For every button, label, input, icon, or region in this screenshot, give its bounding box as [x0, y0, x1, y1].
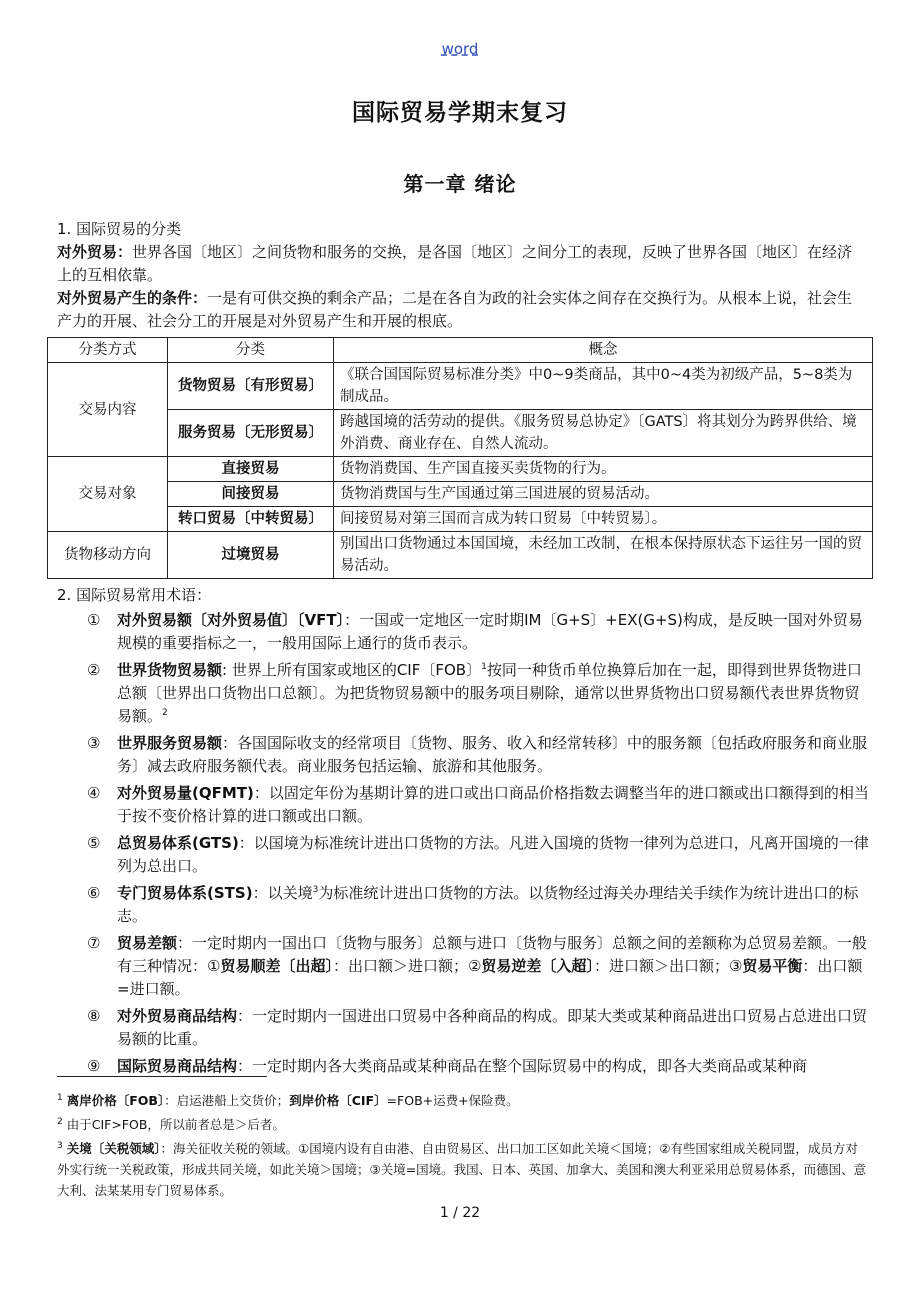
table-category-cell: 交易内容	[48, 363, 168, 457]
footnote-term: 到岸价格〔CIF〕	[289, 1093, 387, 1108]
list-item	[57, 609, 869, 655]
list-item-text: ：以固定年份为基期计算的进口或出口商品价格指数去调整当年的进口额或出口额得到的相当于按不变价格计算的进口额或出口额。	[117, 784, 869, 825]
list-item-term: 专门贸易体系(STS)	[117, 884, 253, 902]
list-item-term: 对外贸易额〔对外贸易值〕〔VFT〕	[117, 611, 345, 629]
list-item-text: ：一国或一定地区一定时期IM〔G+S〕+EX(G+S)构成，是反映一国对外贸易规模的重要指标之一，一般用国际上通行的货币表示。	[117, 611, 863, 652]
table-category-cell: 交易对象	[48, 457, 168, 532]
chapter-title: 第一章 绪论	[403, 172, 517, 196]
list-item-number: ①	[87, 611, 101, 629]
footnotes	[57, 1090, 869, 1204]
table-row	[48, 363, 873, 410]
footnote-term: 离岸价格〔FOB〕	[66, 1093, 165, 1108]
table-row	[48, 507, 873, 532]
table-subcategory-cell: 直接贸易	[168, 457, 334, 482]
table-description-cell: 间接贸易对第三国而言成为转口贸易〔中转贸易〕。	[334, 507, 873, 532]
table-description-cell: 别国出口货物通过本国国境，未经加工改制，在根本保持原状态下运往另一国的贸易活动。	[334, 532, 873, 579]
table-header-cell: 概念	[334, 338, 873, 363]
document-title: 国际贸易学期末复习	[352, 100, 568, 126]
list-item-number: ④	[87, 784, 101, 802]
footnote-text: ：启运港船上交货价；	[164, 1093, 290, 1108]
list-item-number: ②	[87, 661, 101, 679]
term-trade-conditions: 对外贸易产生的条件：	[57, 289, 208, 307]
table-row	[48, 482, 873, 507]
list-item-term: 国际贸易商品结构	[117, 1057, 238, 1075]
footnote-ref[interactable]: 2	[162, 708, 168, 718]
list-item	[57, 659, 869, 728]
list-item-text: : 世界上所有国家或地区的CIF〔FOB〕	[222, 661, 482, 679]
footnote-ref[interactable]: 3	[312, 885, 319, 895]
list-item-text: ：出口额=进口额。	[117, 957, 863, 998]
section-2-heading: 2. 国际贸易常用术语：	[57, 586, 212, 604]
classification-table	[47, 337, 873, 579]
footnote	[57, 1114, 869, 1135]
list-item	[57, 932, 869, 1001]
list-item	[57, 882, 869, 928]
table-header-row	[48, 338, 873, 363]
list-item-term: 总贸易体系(GTS)	[117, 834, 239, 852]
list-item-term: 世界货物贸易额	[117, 661, 223, 679]
table-category-cell: 货物移动方向	[48, 532, 168, 579]
list-item-term: 贸易差额	[117, 934, 178, 952]
list-item-text: ：进口额＞出口额；③	[593, 957, 743, 975]
footnote	[57, 1138, 869, 1201]
list-item-text: ：一定时期内一国出口〔货物与服务〕总额与进口〔货物与服务〕总额之间的差额称为总贸易差额。一般有三种情况：①	[117, 934, 868, 975]
list-item-text: ：一定时期内各大类商品或某种商品在整个国际贸易中的构成，即各大类商品或某种商	[237, 1057, 808, 1075]
table-subcategory-cell: 货物贸易〔有形贸易〕	[168, 363, 334, 410]
list-item-number: ③	[87, 734, 101, 752]
table-row	[48, 457, 873, 482]
list-item-text: ：一定时期内一国进出口贸易中各种商品的构成。即某大类或某种商品进出口贸易占总进出口贸易额的比重。	[117, 1007, 868, 1048]
page-number: 1 / 22	[439, 1205, 481, 1221]
list-item-term: 贸易逆差〔入超〕	[481, 957, 594, 975]
footnote-term: 关境〔关税领域〕	[66, 1141, 161, 1156]
paragraph-trade-conditions	[57, 287, 865, 333]
paragraph-foreign-trade	[57, 241, 865, 287]
terms-list	[57, 584, 869, 1082]
term-foreign-trade: 对外贸易：	[57, 243, 133, 261]
table-header-cell: 分类方式	[48, 338, 168, 363]
list-item-text: ：出口额＞进口额；②	[332, 957, 482, 975]
list-item-term: 对外贸易商品结构	[117, 1007, 238, 1025]
definition-foreign-trade: 世界各国〔地区〕之间货物和服务的交换，是各国〔地区〕之间分工的表现，反映了世界各国〔地区〕在经济上的互相依靠。	[57, 243, 853, 284]
list-item	[57, 1055, 869, 1078]
list-item-text: 按同一种货币单位换算后加在一起，即得到世界货物进口总额〔世界出口货物出口总额〕。为把货物贸易额中的服务项目剔除，通常以世界货物出口贸易额代表世界货物贸易额。	[117, 661, 862, 725]
footnote-number: 2	[57, 1116, 63, 1127]
list-item-term: 对外贸易量(QFMT)	[117, 784, 254, 802]
section-1-block	[57, 218, 865, 333]
table-header-cell: 分类	[168, 338, 334, 363]
table-subcategory-cell: 服务贸易〔无形贸易〕	[168, 410, 334, 457]
footnote-text: 由于CIF>FOB，所以前者总是＞后者。	[66, 1117, 285, 1132]
list-item-text: ：以国境为标准统计进出口货物的方法。凡进入国境的货物一律列为总进口，凡离开国境的一律列为总出口。	[117, 834, 869, 875]
list-item	[57, 732, 869, 778]
list-item	[57, 1005, 869, 1051]
footnote	[57, 1090, 869, 1111]
header-word-link[interactable]: word	[441, 40, 479, 58]
list-item-text: ：以关境	[252, 884, 313, 902]
list-item-term: 世界服务贸易额	[117, 734, 223, 752]
table-description-cell: 货物消费国与生产国通过第三国进展的贸易活动。	[334, 482, 873, 507]
list-item-term: 贸易顺差〔出超〕	[220, 957, 333, 975]
table-subcategory-cell: 转口贸易〔中转贸易〕	[168, 507, 334, 532]
list-item	[57, 782, 869, 828]
list-item-text: 为标准统计进出口货物的方法。以货物经过海关办理结关手续作为统计进出口的标志。	[117, 884, 859, 925]
footnote-text: =FOB+运费+保险费。	[386, 1093, 519, 1108]
list-item-number: ⑨	[87, 1057, 101, 1075]
table-subcategory-cell: 间接贸易	[168, 482, 334, 507]
footnote-number: 1	[57, 1092, 63, 1103]
footnote-number: 3	[57, 1140, 63, 1151]
list-item-term: 贸易平衡	[742, 957, 803, 975]
list-item	[57, 832, 869, 878]
table-row	[48, 410, 873, 457]
list-item-number: ⑧	[87, 1007, 101, 1025]
table-subcategory-cell: 过境贸易	[168, 532, 334, 579]
list-item-number: ⑦	[87, 934, 101, 952]
footnote-ref[interactable]: 1	[481, 662, 487, 672]
footnote-separator	[57, 1076, 267, 1077]
section-1-heading: 1. 国际贸易的分类	[57, 220, 182, 238]
list-item-text: ：各国国际收支的经常项目〔货物、服务、收入和经常转移〕中的服务额〔包括政府服务和商业服务〕减去政府服务额代表。商业服务包括运输、旅游和其他服务。	[117, 734, 868, 775]
footnote-text: ：海关征收关税的领域。①国境内设有自由港、自由贸易区、出口加工区如此关境＜国境；②有些国家组成关税同盟，成员方对外实行统一关税政策，形成共同关境，如此关境＞国境；③关境=国境。我国、日本、英国、加拿大、美国和澳大利亚采用总贸易体系，而德国、意大利、法某某用专门贸易体系。	[57, 1141, 867, 1198]
table-description-cell: 跨越国境的活劳动的提供。《服务贸易总协定》〔GATS〕将其划分为跨界供给、境外消费、商业存在、自然人流动。	[334, 410, 873, 457]
list-item-number: ⑥	[87, 884, 101, 902]
table-row	[48, 532, 873, 579]
definition-trade-conditions: 一是有可供交换的剩余产品；二是在各自为政的社会实体之间存在交换行为。从根本上说，社会生产力的开展、社会分工的开展是对外贸易产生和开展的根底。	[57, 289, 853, 330]
table-description-cell: 货物消费国、生产国直接买卖货物的行为。	[334, 457, 873, 482]
table-description-cell: 《联合国国际贸易标准分类》中0~9类商品，其中0~4类为初级产品，5~8类为制成品。	[334, 363, 873, 410]
list-item-number: ⑤	[87, 834, 101, 852]
